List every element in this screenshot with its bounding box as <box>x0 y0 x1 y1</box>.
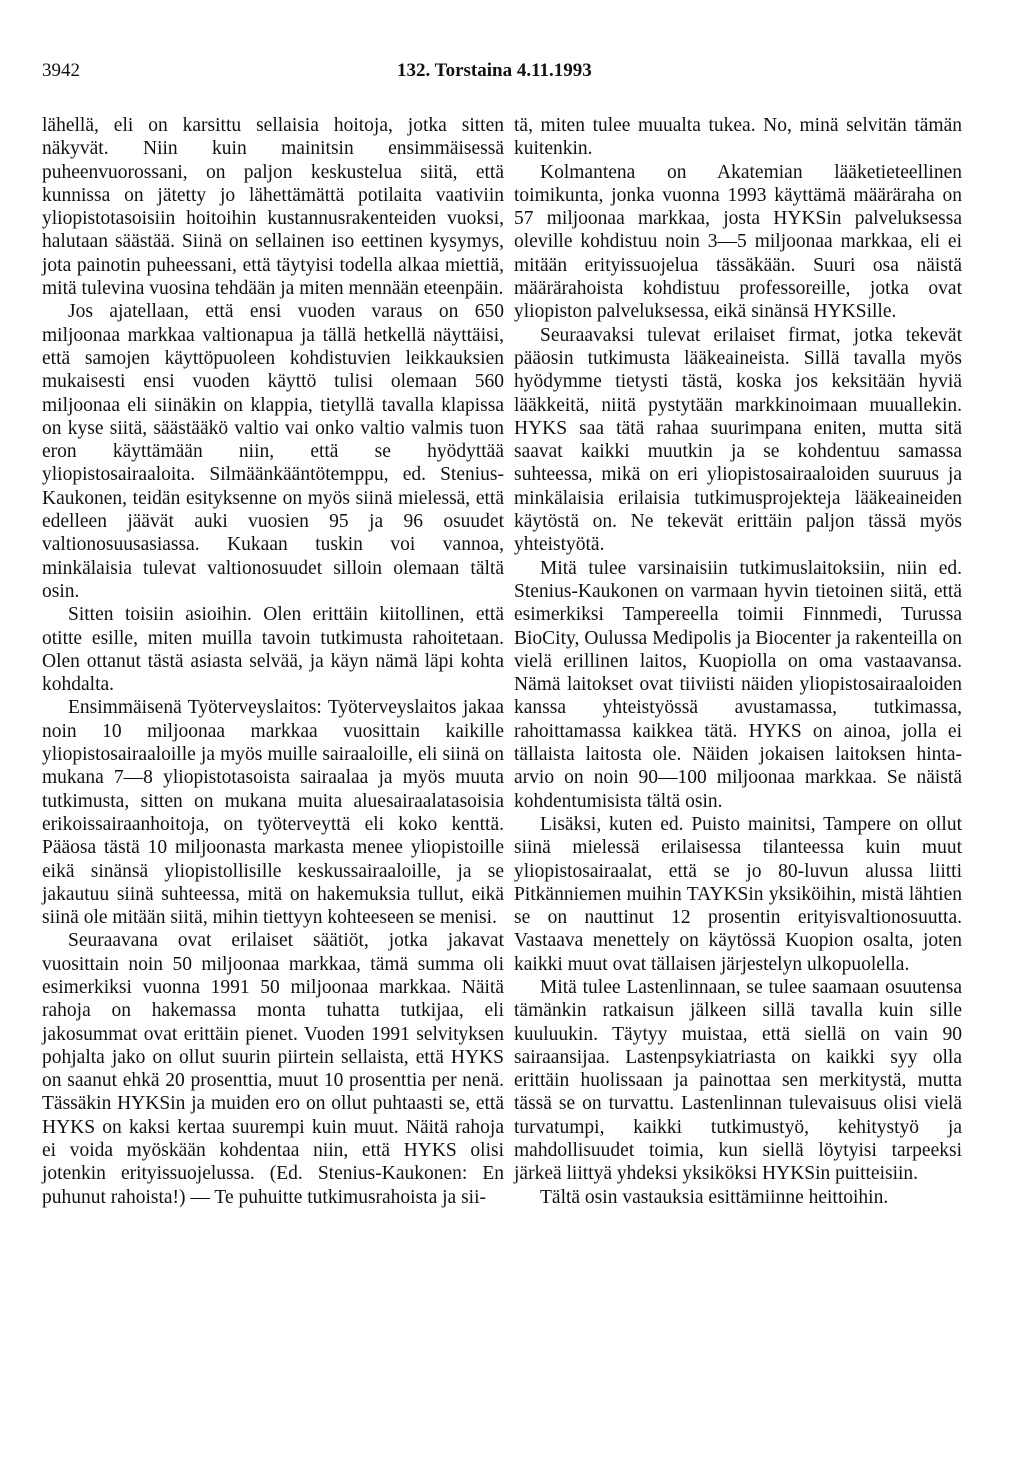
paragraph: Sitten toisiin asioihin. Olen erittäin kiitollinen, että otitte esille, miten muilla tavoin tutkimusta rahoitetaan. Olen ottanut tästä asiasta selvää, ja käyn nämä läpi kohta kohdalta. <box>42 604 504 696</box>
paragraph: Jos ajatellaan, että ensi vuoden varaus on 650 miljoonaa markkaa valtionapua ja tällä hetkellä näyttäisi, että samojen käyttöpuoleen kohdistuvien leikkauksien mukaisesti ensi vuoden käyttö tulisi olemaan 560 miljoonaa eli siinäkin on klappia, tietyllä tavalla klapissa on kyse siitä, säästääkö valtio vai onko valtio valmis tuon eron käyttämään niin, että se hyödyttää yliopistosairaaloita. Silmäänkääntötemppu, ed. Stenius-Kaukonen, teidän esityksenne on myös siinä mielessä, että edelleen jäävät auki vuosien 95 ja 96 osuudet valtionosuusasiassa. Kukaan tuskin voi vannoa, minkälaisia tulevat valtionosuudet silloin olemaan tältä osin. <box>42 301 504 602</box>
paragraph: Mitä tulee varsinaisiin tutkimuslaitoksiin, niin ed. Stenius-Kaukonen on varmaan hyvin tietoinen siitä, että esimerkiksi Tampereella toimii Finnmedi, Turussa BioCity, Oulussa Medipolis ja Biocenter ja rakenteilla on vielä erillinen laitos, Kuopiolla on oma vastaavansa. Nämä laitokset ovat tiiviisti näiden yliopistosairaaloiden kanssa yhteistyössä avustamassa, tutkimassa, rahoittamassa kaikkea tätä. HYKS on ainoa, jolla ei tällaista laitosta ole. Näiden jokaisen laitoksen hinta-arvio on noin 90—100 miljoonaa markkaa. Se näistä kohdentumisista tältä osin. <box>514 557 962 812</box>
paragraph: Mitä tulee Lastenlinnaan, se tulee saamaan osuutensa tämänkin ratkaisun jälkeen sillä tavalla kuin sille kuuluukin. Täytyy muistaa, että siellä on vain 90 sairaansijaa. Lastenpsykiatriasta on kaikki syy olla erittäin huolissaan ja painottaa sen merkitystä, mutta tässä se on turvattu. Lastenlinnan tulevaisuus olisi vielä turvatumpi, kaikki tutkimustyö, kehitystyö ja mahdollisuudet toimia, kun siellä löytyisi tarpeeksi järkeä liittyä yhdeksi yksiköksi HYKSin puitteisiin. <box>514 976 962 1185</box>
left-column <box>42 114 504 1209</box>
right-column <box>514 114 962 1209</box>
session-title: 132. Torstaina 4.11.1993 <box>397 60 592 81</box>
paragraph: Seuraavana ovat erilaiset säätiöt, jotka jakavat vuosittain noin 50 miljoonaa markkaa, tämä summa oli esimerkiksi vuonna 1991 50 miljoonaa markkaa. Näitä rahoja on hakemassa monta tuhatta tutkijaa, eli jakosummat ovat erittäin pienet. Vuoden 1991 selvityksen pohjalta jako on ollut suurin piirtein sellaista, että HYKS on saanut ehkä 20 prosenttia, muut 10 prosenttia per nenä. Tässäkin HYKSin ja muiden ero on ollut puhtaasti se, että HYKS on kaksi kertaa suurempi kuin muut. Näitä rahoja ei voida myöskään kohdentaa niin, että HYKS olisi jotenkin erityissuojelussa. (Ed. Stenius-Kaukonen: En puhunut rahoista!) — Te puhuitte tutkimusrahoista ja sii- <box>42 930 504 1208</box>
paragraph: Ensimmäisenä Työterveyslaitos: Työterveyslaitos jakaa noin 10 miljoonaa markkaa vuosittain kaikille yliopistosairaaloille ja myös muille sairaaloille, eli siinä on mukana 7—8 yliopistotasoista sairaalaa ja myös muuta tutkimusta, sitten on mukana muita aluesairaalatasoisia erikoissairaanhoitoja, on työterveyttä eli koko kenttä. Pääosa tästä 10 miljoonasta markasta menee yliopistoille eikä sinänsä yliopistollisille keskussairaaloille, ja se jakautuu siinä suhteessa, mitä on hakemuksia tullut, eikä siinä ole mitään siitä, mihin tiettyyn kohteeseen se menisi. <box>42 697 504 929</box>
paragraph: tä, miten tulee muualta tukea. No, minä selvitän tämän kuitenkin. <box>514 115 962 160</box>
paragraph: Kolmantena on Akatemian lääketieteellinen toimikunta, jonka vuonna 1993 käyttämä määräraha on 57 miljoonaa markkaa, josta HYKSin palveluksessa oleville kohdistuu noin 3—5 miljoonaa markkaa, eli ei mitään erityissuojelua tässäkään. Suuri osa näistä määrärahoista kohdistuu professoreille, jotka ovat yliopiston palveluksessa, eikä sinänsä HYKSille. <box>514 161 962 323</box>
paragraph: lähellä, eli on karsittu sellaisia hoitoja, jotka sitten näkyvät. Niin kuin mainitsin ensimmäisessä puheenvuorossani, on paljon keskustelua siitä, että kunnissa on jätetty jo lähettämättä potilaita vaativiin yliopistotasoisiin hoitoihin kustannusrakenteiden vuoksi, halutaan säästää. Siinä on sellainen iso eettinen kysymys, jota painotin puheessani, että täytyisi todella alkaa miettiä, mitä tulevina vuosina tehdään ja miten mennään eteenpäin. <box>42 115 504 300</box>
page-header <box>42 60 962 86</box>
paragraph: Seuraavaksi tulevat erilaiset firmat, jotka tekevät pääosin tutkimusta lääkeaineista. Sillä tavalla myös hyödymme tietysti tästä, koska jos keksitään hyviä lääkkeitä, niitä pystytään markkinoimaan muuallekin. HYKS saa tätä rahaa suurimpana eniten, mutta sitä saavat kaikki muutkin ja se kohdentuu samassa suhteessa, mikä on eri yliopistosairaaloiden suuruus ja minkälaisia erilaisia tutkimusprojekteja lääkeaineiden käytöstä on. Ne tekevät erittäin paljon tässä myös yhteistyötä. <box>514 324 962 556</box>
paragraph: Lisäksi, kuten ed. Puisto mainitsi, Tampere on ollut siinä mielessä erilaisessa tilanteessa kuin muut yliopistosairaalat, että se jo 80-luvun alussa liitti Pitkänniemen muihin TAYKSin yksiköihin, mistä lähtien se on nauttinut 12 prosentin erityisvaltionosuutta. Vastaava menettely on käytössä Kuopion osalta, joten kaikki muut ovat tällaisen järjestelyn ulkopuolella. <box>514 813 962 975</box>
page-number: 3942 <box>42 60 80 81</box>
paragraph: Tältä osin vastauksia esittämiinne heittoihin. <box>540 1186 889 1208</box>
